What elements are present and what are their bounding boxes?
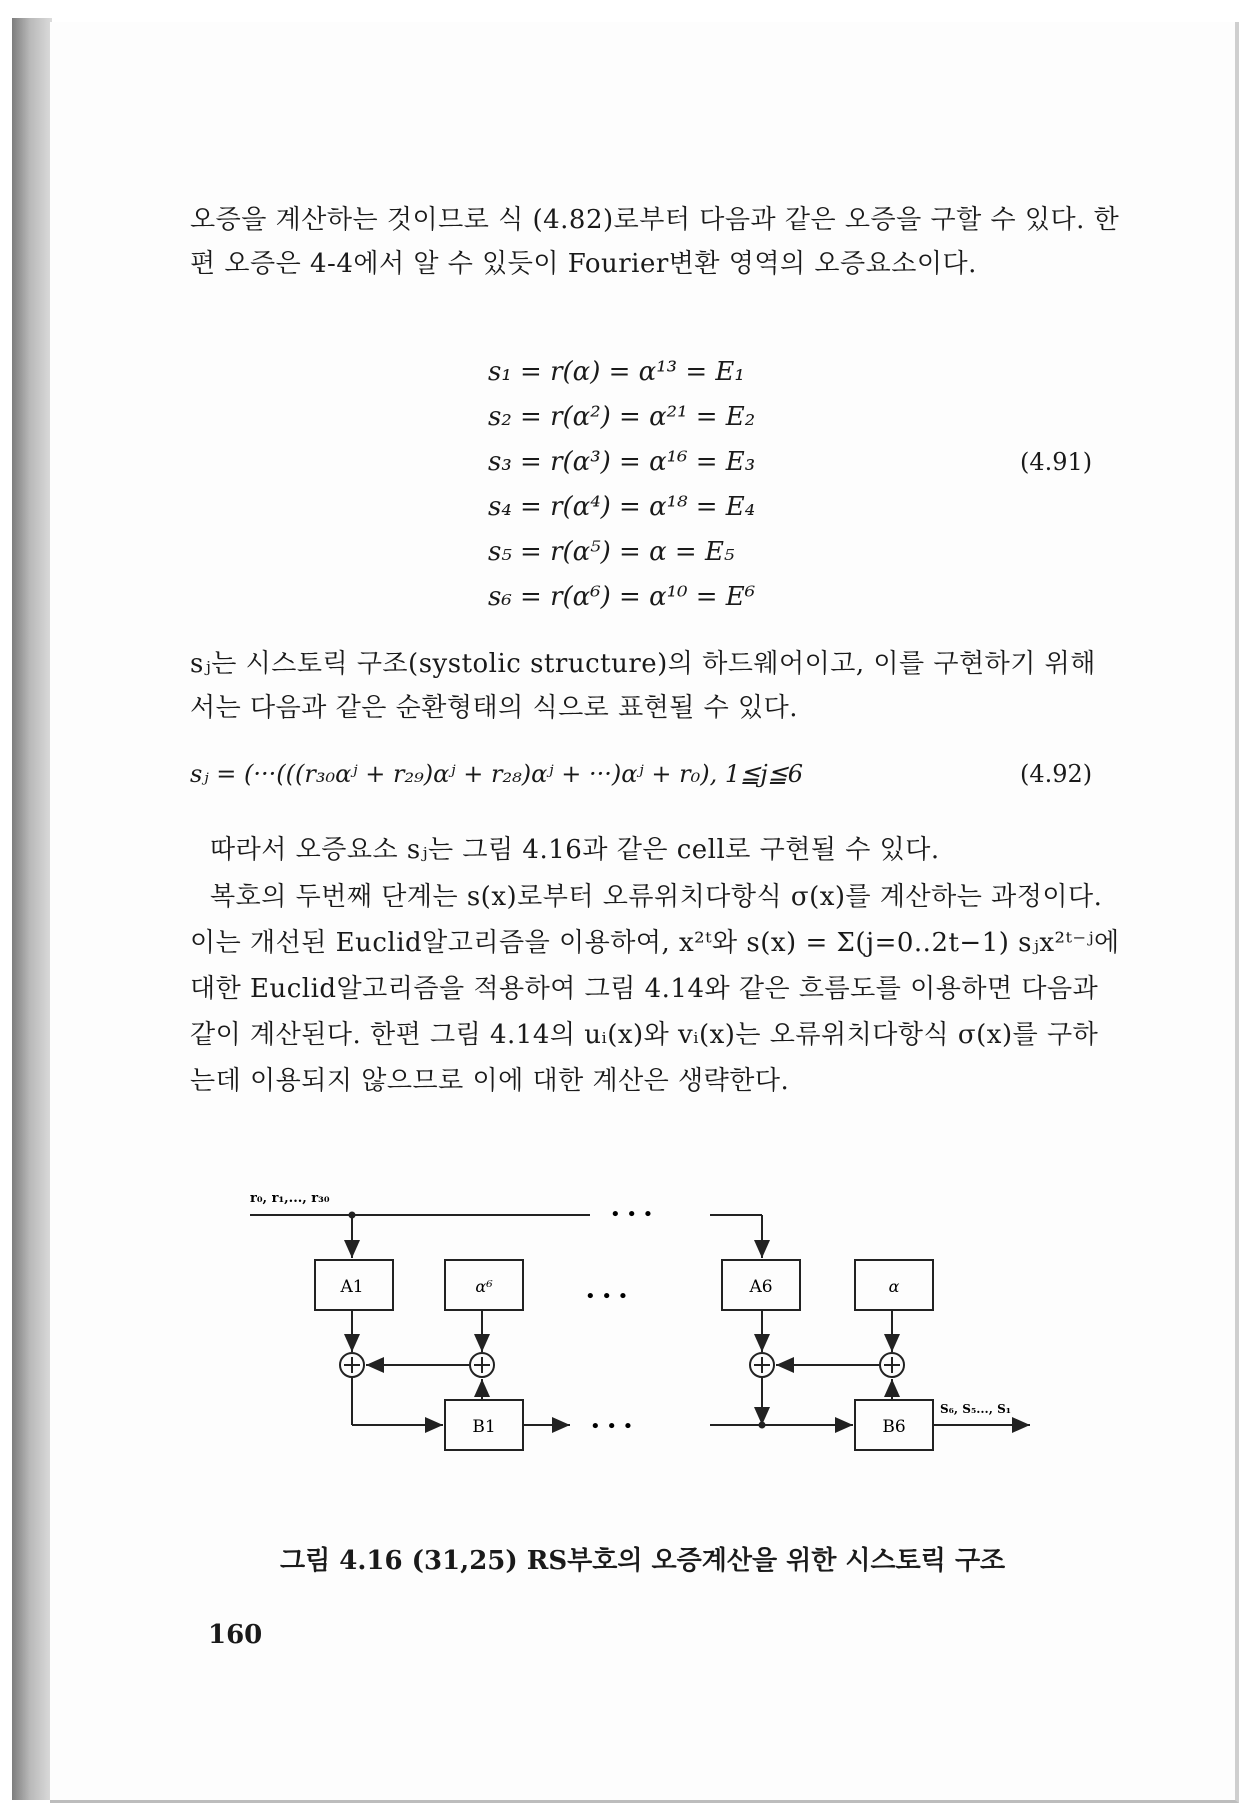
ellipsis-dots: • • • <box>585 1286 629 1307</box>
equation-4-92: sⱼ = (···(((r₃₀αʲ + r₂₉)αʲ + r₂₈)αʲ + ···)αʲ + r₀), 1≦j≦6 <box>190 760 804 788</box>
box-a6-label: A6 <box>749 1277 773 1297</box>
output-label: S₆, S₅..., S₁ <box>940 1402 1012 1416</box>
equation-line: s₄ = r(α⁴) = α¹⁸ = E₄ <box>488 492 756 522</box>
box-alpha-label: α <box>888 1277 900 1296</box>
paragraph-1: 오증을 계산하는 것이므로 식 (4.82)로부터 다음과 같은 오증을 구할 수 있다. 한편 오증은 4-4에서 알 수 있듯이 Fourier변환 영역의 오증요소이다. <box>190 205 1120 279</box>
equation-line: s₁ = r(α) = α¹³ = E₁ <box>488 357 745 387</box>
paragraph-3: 따라서 오증요소 sⱼ는 그림 4.16과 같은 cell로 구현될 수 있다. <box>210 835 940 865</box>
page-number: 160 <box>208 1620 263 1650</box>
input-label: r₀, r₁,..., r₃₀ <box>250 1191 330 1206</box>
book-spine-edge <box>12 18 52 1800</box>
box-alpha6-label: α⁶ <box>475 1277 493 1296</box>
ellipsis-dots: • • • <box>610 1204 654 1225</box>
paragraph-2: sⱼ는 시스토릭 구조(systolic structure)의 하드웨어이고, 이를 구현하기 위해서는 다음과 같은 순환형태의 식으로 표현될 수 있다. <box>190 649 1096 723</box>
box-b1-label: B1 <box>472 1417 496 1437</box>
box-a1-label: A1 <box>340 1277 364 1297</box>
equation-line: s₆ = r(α⁶) = α¹⁰ = E⁶ <box>488 582 756 612</box>
equation-number: (4.91) <box>1020 448 1093 476</box>
figure-caption: 그림 4.16 (31,25) RS부호의 오증계산을 위한 시스토릭 구조 <box>280 1546 1006 1576</box>
ellipsis-dots: • • • <box>590 1416 634 1437</box>
equation-line: s₂ = r(α²) = α²¹ = E₂ <box>488 402 756 432</box>
equation-number: (4.92) <box>1020 760 1093 788</box>
paragraph-4: 복호의 두번째 단계는 s(x)로부터 오류위치다항식 σ(x)를 계산하는 과정이다. 이는 개선된 Euclid알고리즘을 이용하여, x²ᵗ와 s(x) = Σ(j=0..2t−1) sⱼx²ᵗ⁻ʲ에 대한 Euclid알고리즘을 적용하여 그림 4.14와 같은 흐름도를 이용하면 다음과 같이 계산된다. 한편 그림 4.14의 uᵢ(x)와 vᵢ(x)는 오류위치다항식 σ(x)를 구하는데 이용되지 않으므로 이에 대한 계산은 생략한다. <box>190 882 1120 1096</box>
figure-systolic-structure <box>240 1180 1060 1500</box>
box-b6-label: B6 <box>882 1417 906 1437</box>
equation-line: s₃ = r(α³) = α¹⁶ = E₃ <box>488 447 756 477</box>
equation-line: s₅ = r(α⁵) = α = E₅ <box>488 537 735 567</box>
